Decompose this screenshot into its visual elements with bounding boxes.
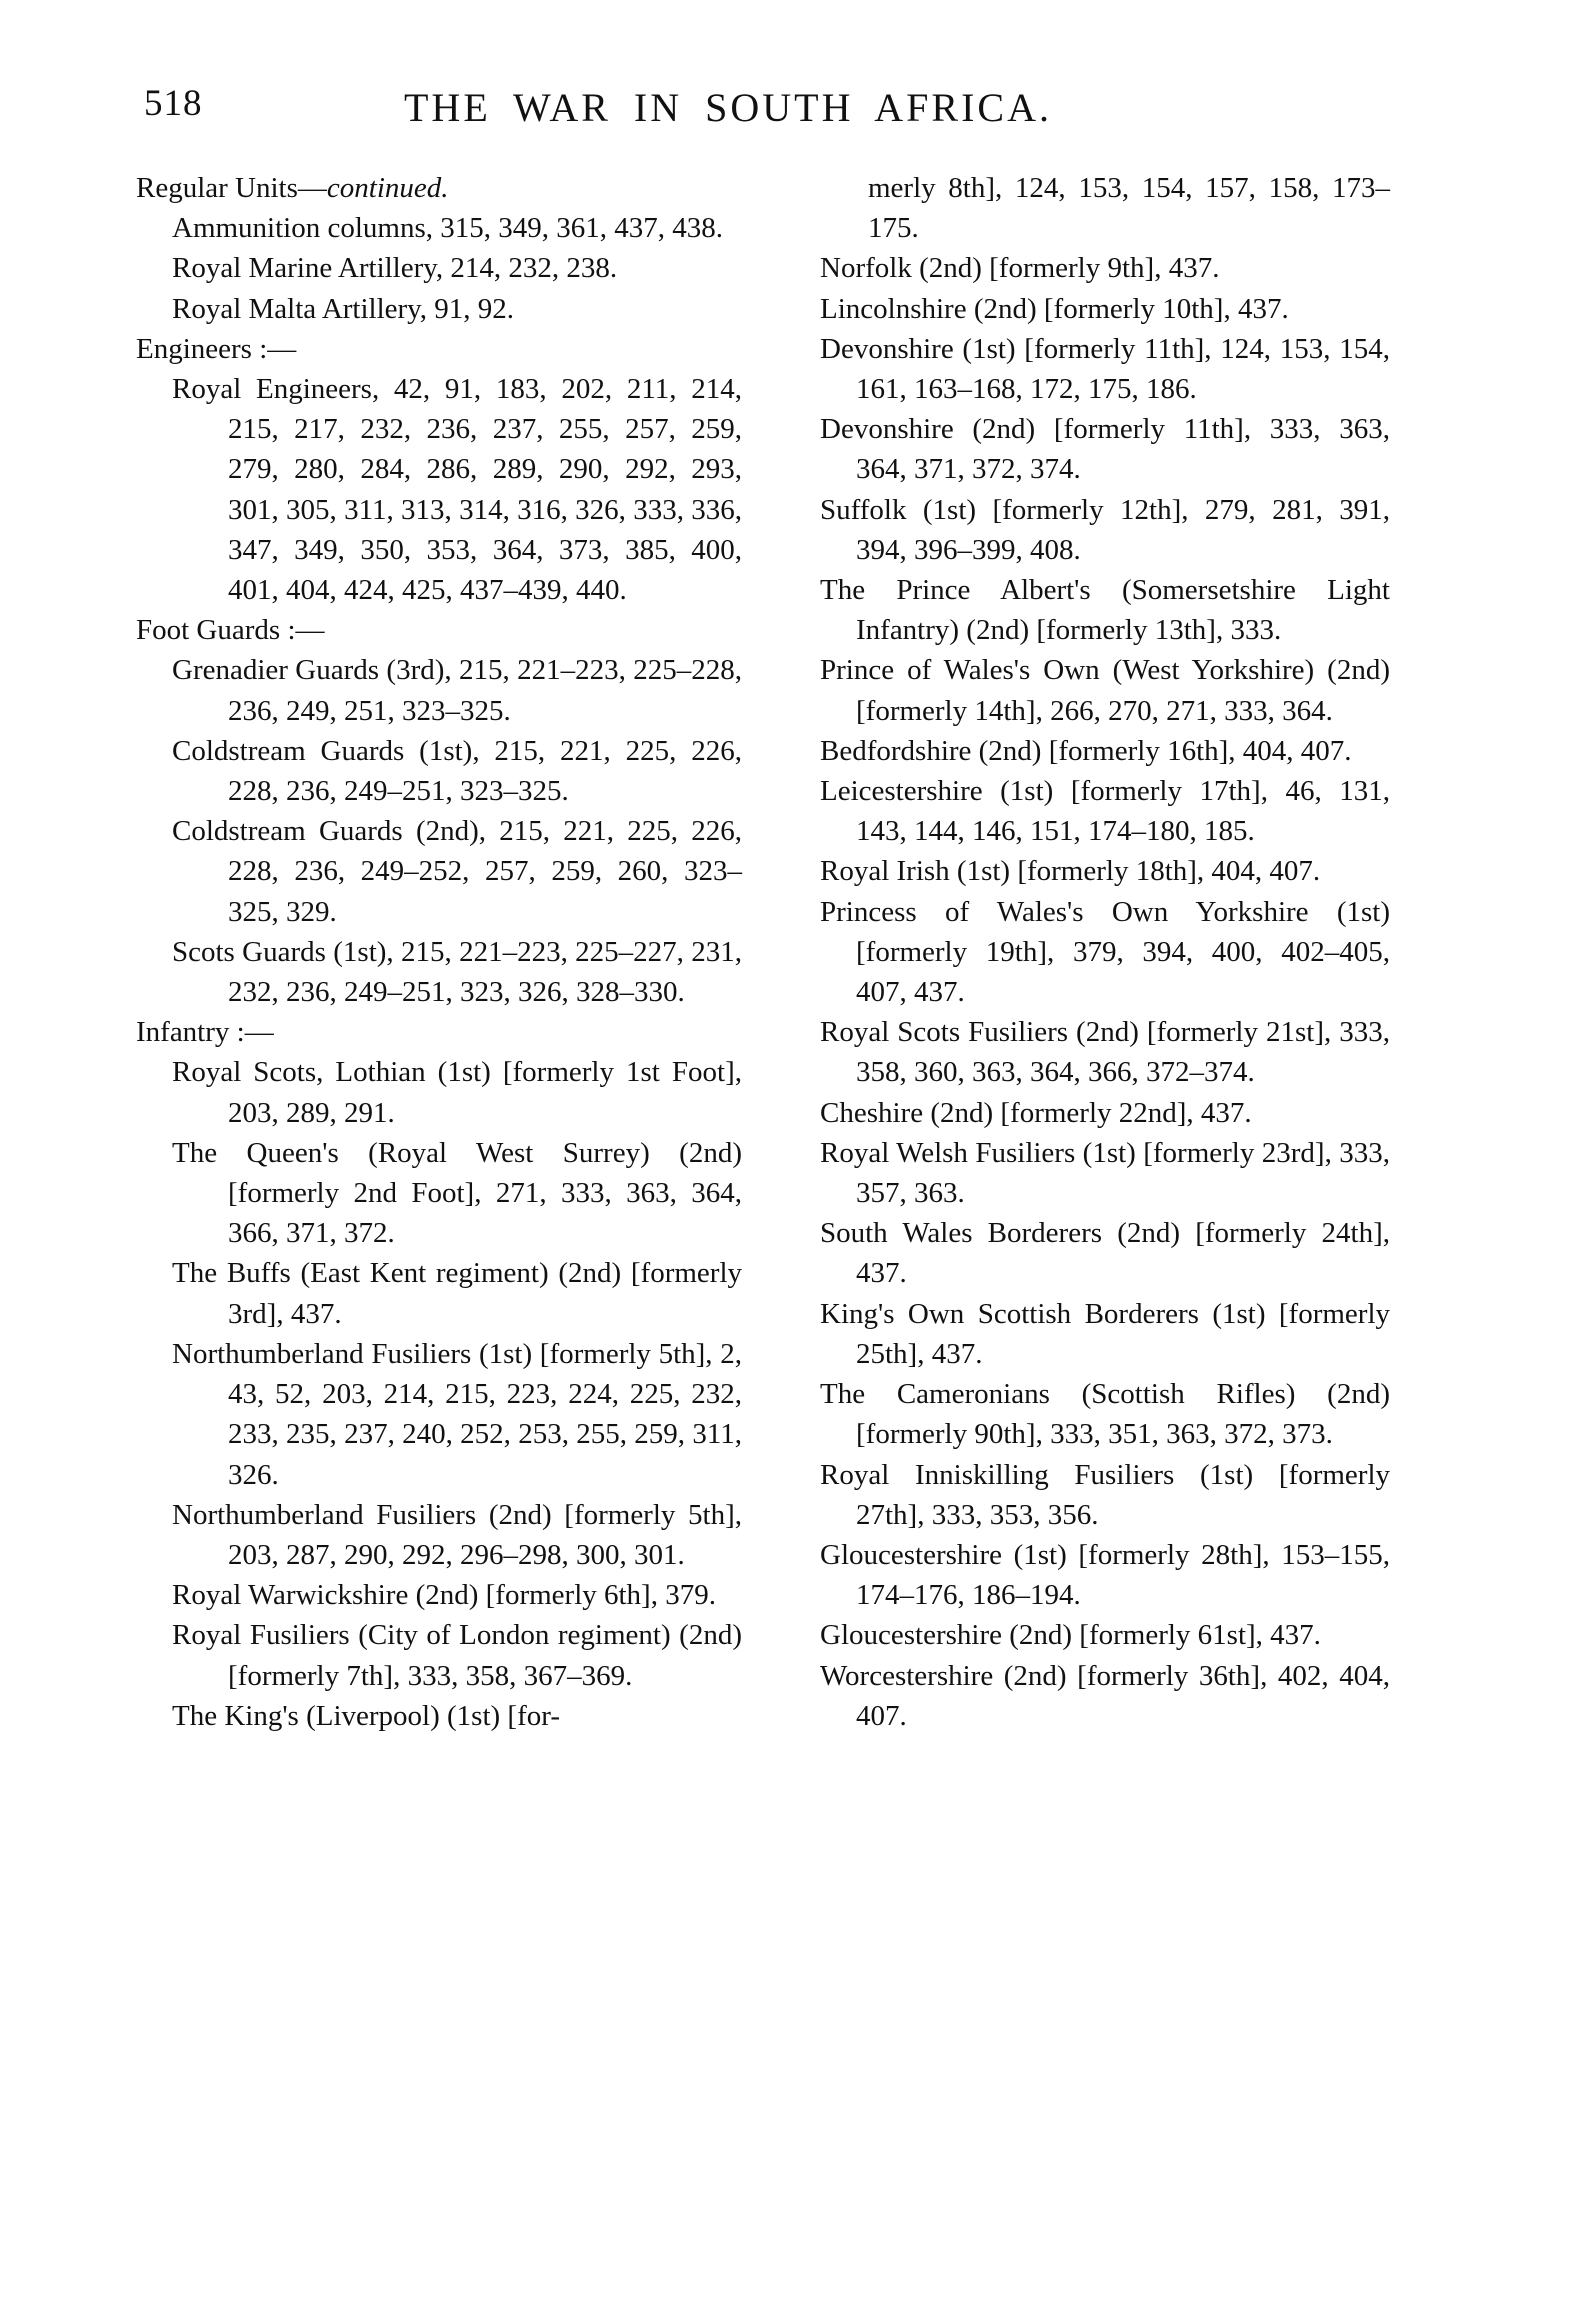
index-entry: Princess of Wales's Own Yorkshire (1st) [formerly 19th], 379, 394, 400, 402–405, 407, 437. [820,895,1390,1009]
index-entry: Worcestershire (2nd) [formerly 36th], 402, 404, 407. [820,1659,1390,1732]
index-entry: The King's (Liverpool) (1st) [for- [172,1699,560,1732]
index-entry: Royal Fusiliers (City of London regiment) (2nd) [formerly 7th], 333, 358, 367–369. [172,1619,742,1692]
index-entry-continuation: merly 8th], 124, 153, 154, 157, 158, 173–175. [868,172,1390,245]
index-entry: Royal Scots, Lothian (1st) [formerly 1st Foot], 203, 289, 291. [172,1056,742,1129]
index-entry: Gloucestershire (1st) [formerly 28th], 153–155, 174–176, 186–194. [820,1538,1390,1612]
index-entry: The Prince Albert's (Somersetshire Light Infantry) (2nd) [formerly 13th], 333. [820,574,1390,647]
index-entry: Devonshire (1st) [formerly 11th], 124, 153, 154, 161, 163–168, 172, 175, 186. [820,332,1390,406]
section-heading-label: Regular Units [136,172,298,204]
index-entry: Royal Irish (1st) [formerly 18th], 404, 407. [820,855,1321,888]
continued-label: continued. [326,172,449,204]
index-column-right [820,168,1390,1736]
index-entry: Bedfordshire (2nd) [formerly 16th], 404, 407. [820,734,1352,767]
index-entry: Norfolk (2nd) [formerly 9th], 437. [820,252,1220,285]
index-entry: Royal Scots Fusiliers (2nd) [formerly 21st], 333, 358, 360, 363, 364, 366, 372–374. [820,1016,1390,1089]
index-entry: Ammunition columns, 315, 349, 361, 437, 438. [172,212,723,245]
running-title: THE WAR IN SOUTH AFRICA. [404,85,1052,130]
section-heading [136,168,742,208]
index-entry: King's Own Scottish Borderers (1st) [formerly 25th], 437. [820,1297,1390,1370]
index-entry: Royal Engineers, 42, 91, 183, 202, 211, 214, 215, 217, 232, 236, 237, 255, 257, 259, 279, 280, 284, 286, 289, 290, 292, 293, 301, 305, 311, 313, 314, 316, 326, 333, 336, 347, 349, 350, 353, 364, 373, 385, 400, 401, 404, 424, 425, 437–439, 440. [172,373,742,607]
index-entry: Devonshire (2nd) [formerly 11th], 333, 363, 364, 371, 372, 374. [820,413,1390,486]
index-entry: Scots Guards (1st), 215, 221–223, 225–227, 231, 232, 236, 249–251, 323, 326, 328–330. [172,935,742,1009]
index-entry: The Buffs (East Kent regiment) (2nd) [formerly 3rd], 437. [172,1257,742,1330]
index-subheading: Engineers :— [136,332,297,365]
index-entry: The Queen's (Royal West Surrey) (2nd) [formerly 2nd Foot], 271, 333, 363, 364, 366, 371, 372. [172,1136,742,1250]
index-entry: Coldstream Guards (1st), 215, 221, 225, 226, 228, 236, 249–251, 323–325. [172,734,742,808]
index-entry: Royal Marine Artillery, 214, 232, 238. [172,252,618,285]
index-entry: Grenadier Guards (3rd), 215, 221–223, 225–228, 236, 249, 251, 323–325. [172,654,742,727]
index-entry: Lincolnshire (2nd) [formerly 10th], 437. [820,292,1289,325]
index-entry: South Wales Borderers (2nd) [formerly 24th], 437. [820,1217,1390,1290]
index-entry: Gloucestershire (2nd) [formerly 61st], 437. [820,1619,1321,1652]
index-subheading: Infantry :— [136,1016,274,1049]
section-heading-dash: — [297,172,327,204]
index-entry: Royal Malta Artillery, 91, 92. [172,292,515,325]
index-entry: Coldstream Guards (2nd), 215, 221, 225, 226, 228, 236, 249–252, 257, 259, 260, 323–325, 329. [172,815,742,928]
index-entry: Cheshire (2nd) [formerly 22nd], 437. [820,1096,1252,1129]
running-head [140,82,1400,142]
index-entry: Royal Welsh Fusiliers (1st) [formerly 23rd], 333, 357, 363. [820,1136,1390,1210]
index-entry: Suffolk (1st) [formerly 12th], 279, 281, 391, 394, 396–399, 408. [820,493,1390,566]
index-entry: Royal Inniskilling Fusiliers (1st) [formerly 27th], 333, 353, 356. [820,1458,1390,1531]
index-entry: Royal Warwickshire (2nd) [formerly 6th], 379. [172,1579,716,1612]
index-entry: Northumberland Fusiliers (2nd) [formerly 5th], 203, 287, 290, 292, 296–298, 300, 301. [172,1498,742,1571]
index-entry: Leicestershire (1st) [formerly 17th], 46, 131, 143, 144, 146, 151, 174–180, 185. [820,775,1390,848]
index-entry: Prince of Wales's Own (West Yorkshire) (2nd) [formerly 14th], 266, 270, 271, 333, 364. [820,654,1390,727]
index-entry: Northumberland Fusiliers (1st) [formerly 5th], 2, 43, 52, 203, 214, 215, 223, 224, 225, 232, 233, 235, 237, 240, 252, 253, 255, 259, 311, 326. [172,1337,742,1491]
index-subheading: Foot Guards :— [136,614,325,647]
index-column-left [136,168,742,1736]
page-number: 518 [144,83,203,124]
index-entry: The Cameronians (Scottish Rifles) (2nd) [formerly 90th], 333, 351, 363, 372, 373. [820,1378,1390,1451]
